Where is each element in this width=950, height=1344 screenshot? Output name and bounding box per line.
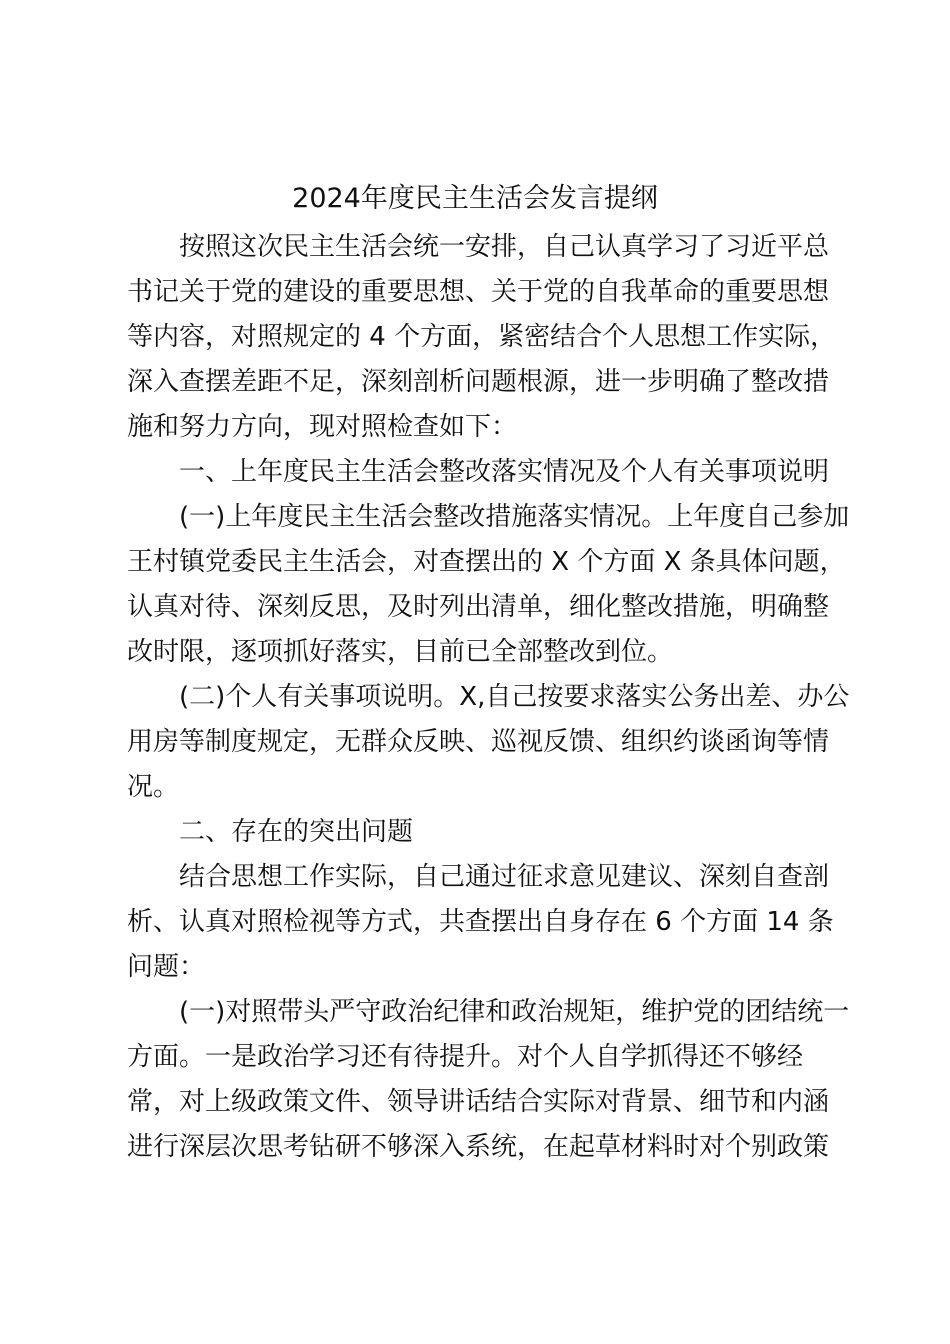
text-line: 况。 — [127, 772, 180, 802]
text-line: 改时限，逐项抓好落实，目前已全部整改到位。 — [127, 637, 674, 667]
text-line: 按照这次民主生活会统一安排，自己认真学习了习近平总 — [179, 232, 830, 262]
text-line: (一)上年度民主生活会整改措施落实情况。上年度自己参加 — [179, 502, 850, 532]
text-line: 一、上年度民主生活会整改落实情况及个人有关事项说明 — [179, 457, 830, 487]
text-line: 等内容，对照规定的 4 个方面，紧密结合个人思想工作实际， — [127, 322, 837, 352]
text-line: 结合思想工作实际，自己通过征求意见建议、深刻自查剖 — [179, 862, 830, 892]
text-line: 认真对待、深刻反思，及时列出清单，细化整改措施，明确整 — [127, 592, 830, 622]
document-body — [127, 225, 850, 1170]
text-line: 方面。一是政治学习还有待提升。对个人自学抓得还不够经 — [127, 1042, 804, 1072]
text-line: 进行深层次思考钻研不够深入系统，在起草材料时对个别政策 — [127, 1132, 830, 1162]
text-line: 用房等制度规定，无群众反映、巡视反馈、组织约谈函询等情 — [127, 727, 830, 757]
text-line: 深入查摆差距不足，深刻剖析问题根源，进一步明确了整改措 — [127, 367, 830, 397]
text-line: 析、认真对照检视等方式，共查摆出自身存在 6 个方面 14 条 — [127, 907, 834, 937]
text-line: 问题： — [127, 952, 206, 982]
text-line: 二、存在的突出问题 — [179, 817, 414, 847]
text-line: 王村镇党委民主生活会，对查摆出的 X 个方面 X 条具体问题， — [127, 547, 846, 577]
text-line: 常，对上级政策文件、领导讲话结合实际对背景、细节和内涵 — [127, 1087, 830, 1117]
text-line: 书记关于党的建设的重要思想、关于党的自我革命的重要思想 — [127, 277, 830, 307]
document-title: 2024年度民主生活会发言提纲 — [292, 183, 658, 214]
text-line: (二)个人有关事项说明。X,自己按要求落实公务出差、办公 — [179, 682, 850, 712]
text-line: (一)对照带头严守政治纪律和政治规矩，维护党的团结统一 — [179, 997, 850, 1027]
text-line: 施和努力方向，现对照检查如下： — [127, 412, 518, 442]
